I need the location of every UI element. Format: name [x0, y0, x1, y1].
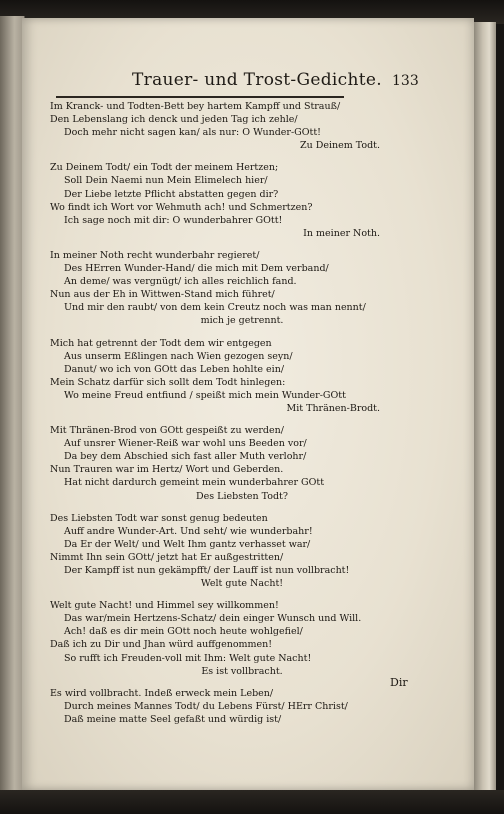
verse-line: Da Er der Welt/ und Welt Ihm gantz verhasset war/ [64, 538, 311, 550]
verse-line: Hat nicht dardurch gemeint mein wunderbahrer GOtt [64, 477, 325, 489]
verse-line: Nun Trauren war im Hertz/ Wort und Geberden. [50, 464, 284, 476]
catchword: Dir [390, 676, 408, 689]
verse-line: Zu Deinem Todt. [299, 140, 380, 152]
stanza [44, 249, 440, 328]
stanza [44, 100, 440, 152]
verse-line: Der Liebe letzte Pflicht abstatten gegen dir? [64, 188, 279, 200]
verse-line: Im Kranck- und Todten-Bett bey hartem Kampff und Strauß/ [50, 101, 341, 112]
verse-line: Es ist vollbracht. [201, 665, 283, 677]
verse-line: In meiner Noth recht wunderbahr regieret/ [50, 249, 260, 261]
scan-background-bottom [0, 790, 504, 814]
stanza [44, 161, 440, 240]
verse-line: Soll Dein Naemi nun Mein Elimelech hier/ [64, 175, 268, 187]
verse-line: Des Liebsten Todt? [196, 490, 288, 502]
poem-body [44, 100, 440, 726]
verse-line: Das war/mein Hertzens-Schatz/ dein einger Wunsch und Will. [64, 613, 362, 625]
verse-line: In meiner Noth. [303, 227, 380, 239]
verse-line: Mein Schatz darfür sich sollt dem Todt hinlegen: [50, 376, 286, 388]
verse-line: Auff andre Wunder-Art. Und seht/ wie wunderbahr! [64, 525, 313, 537]
verse-line: Ich sage noch mit dir: O wunderbahrer GOtt! [64, 214, 283, 226]
verse-line: Da bey dem Abschied sich fast aller Muth verlohr/ [64, 451, 307, 463]
verse-line: Daß ich zu Dir und Jhan würd auffgenommen! [50, 639, 273, 651]
stanza-gap [44, 240, 440, 249]
verse-line: Den Lebenslang ich denck und jeden Tag ich zehle/ [50, 114, 298, 126]
stanza [44, 512, 440, 591]
stanza-gap [44, 152, 440, 161]
header-rule [56, 96, 344, 98]
verse-line: Ach! daß es dir mein GOtt noch heute wohlgefiel/ [64, 626, 303, 638]
verse-line: Nun aus der Eh in Wittwen-Stand mich führet/ [50, 289, 275, 301]
stanza-gap [44, 678, 440, 687]
verse-line: Mit Thränen-Brod von GOtt gespeißt zu werden/ [50, 425, 284, 437]
verse-line: Mit Thränen-Brodt. [286, 402, 380, 414]
page-stack-edge [474, 22, 496, 792]
verse-line: mich je getrennt. [200, 315, 284, 327]
verse-line: Der Kampff ist nun gekämpfft/ der Lauff ist nun vollbracht! [64, 565, 350, 576]
verse-line: Welt gute Nacht! [200, 578, 284, 590]
page-number: 133 [392, 73, 419, 89]
stanza-gap [44, 415, 440, 424]
verse-line: Durch meines Mannes Todt/ du Lebens Fürst/ HErr Christ/ [64, 700, 348, 712]
stanza [44, 687, 440, 726]
verse-line: Zu Deinem Todt/ ein Todt der meinem Hertzen; [50, 162, 279, 174]
verse-line: Und mir den raubt/ von dem kein Creutz noch was man nennt/ [64, 302, 366, 314]
verse-line: Welt gute Nacht! und Himmel sey willkommen! [50, 600, 279, 612]
stanza-gap [44, 503, 440, 512]
verse-line: Auf unsrer Wiener-Reiß war wohl uns Beeden vor/ [64, 438, 307, 450]
verse-line: Wo findt ich Wort vor Wehmuth ach! und Schmertzen? [50, 201, 313, 213]
verse-line: Aus unserm Eßlingen nach Wien gezogen seyn/ [64, 350, 293, 362]
stanza [44, 337, 440, 416]
verse-line: Nimmt Ihn sein GOtt/ jetzt hat Er außgestritten/ [50, 551, 284, 563]
verse-line: So rufft ich Freuden-voll mit Ihm: Welt gute Nacht! [64, 652, 312, 664]
verse-line: Wo meine Freud entfiund / speißt mich mein Wunder-GOtt [64, 389, 346, 401]
stanza-gap [44, 328, 440, 337]
verse-line: Mich hat getrennt der Todt dem wir entgegen [50, 337, 272, 349]
stanza [44, 599, 440, 678]
verse-line: An deme/ was vergnügt/ ich alles reichlich fand. [64, 276, 297, 288]
running-header: Trauer- und Trost-Gedichte. [132, 70, 382, 90]
verse-line: Des Liebsten Todt war sonst genug bedeuten [50, 512, 268, 524]
stanza [44, 424, 440, 503]
verse-line: Des HErren Wunder-Hand/ die mich mit Dem verband/ [64, 263, 329, 275]
verse-line: Danut/ wo ich von GOtt das Leben hohlte ein/ [64, 363, 285, 375]
verse-line: Es wird vollbracht. Indeß erweck mein Leben/ [50, 687, 274, 699]
stanza-gap [44, 590, 440, 599]
verse-line: Daß meine matte Seel gefaßt und würdig ist/ [64, 713, 282, 725]
verse-line: Doch mehr nicht sagen kan/ als nur: O Wunder-GOtt! [64, 127, 321, 139]
